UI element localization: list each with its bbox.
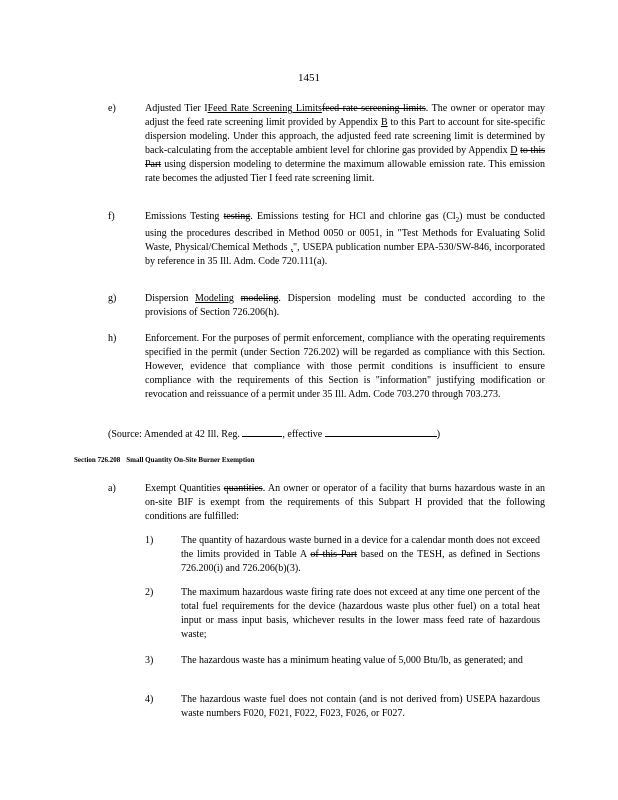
deleted-text: to this Part bbox=[145, 145, 546, 170]
paragraph-label: h) bbox=[108, 333, 117, 344]
paragraph-label: a) bbox=[108, 483, 116, 494]
subparagraph-text: The hazardous waste has a minimum heating value of 5,000 Btu/lb, as generated; and bbox=[181, 655, 523, 666]
deleted-text: of this Part bbox=[310, 549, 357, 560]
blank-line bbox=[242, 426, 282, 437]
paragraph-text: Dispersion Modeling modeling. Dispersion modeling must be conducted according to the provisions of Section 726.206(h). bbox=[145, 293, 545, 318]
blank-line bbox=[325, 426, 437, 437]
subparagraph-label: 3) bbox=[145, 655, 154, 666]
paragraph-label: e) bbox=[108, 103, 116, 114]
inserted-text: D bbox=[510, 145, 518, 156]
section-title: Small Quantity On-Site Burner Exemption bbox=[126, 456, 255, 464]
subparagraph-label: 4) bbox=[145, 694, 154, 705]
subparagraph-text: The maximum hazardous waste firing rate does not exceed at any time one percent of the total fuel requirements for the device (hazardous waste plus other fuel) on a total heat input or mass input basis, whichever results in the lower mass feed rate of hazardous waste; bbox=[181, 587, 540, 640]
paragraph-text: Enforcement. For the purposes of permit enforcement, compliance with the operating requirements specified in the permit (under Section 726.202) will be regarded as compliance with this Section. However, evidence that compliance with those permit conditions is insufficient to ensure compliance with the requirements of this Section is "information" justifying modification or revocation and reissuance of a permit under 35 Ill. Adm. Code 703.270 through 703.273. bbox=[145, 333, 545, 400]
source-note: (Source: Amended at 42 Ill. Reg. , effective ) bbox=[108, 426, 548, 442]
paragraph-text: Adjusted Tier IFeed Rate Screening Limitsfeed rate screening limits. The owner or operator may adjust the feed rate screening limit provided by Appendix B to this Part to account for site-specific dispersion modeling. Under this approach, the adjusted feed rate screening limit is determined by back-calculating from the acceptable ambient level for chlorine gas provided by Appendix D to this Part using dispersion modeling to determine the maximum allowable emission rate. This emission rate becomes the adjusted Tier I feed rate screening limit. bbox=[145, 103, 546, 184]
deleted-text: testing bbox=[223, 211, 251, 222]
paragraph-label: g) bbox=[108, 293, 117, 304]
deleted-text: modeling bbox=[240, 293, 279, 304]
section-number: Section 726.208 bbox=[74, 456, 121, 464]
inserted-text: Modeling bbox=[195, 293, 234, 304]
subparagraph-text: The quantity of hazardous waste burned in a device for a calendar month does not exceed the limits provided in Table A of this Part based on the TESH, as defined in Sections 726.200(i) and 726.206(b)(3). bbox=[181, 535, 540, 574]
section-heading bbox=[74, 456, 261, 464]
deleted-text: quantities bbox=[223, 483, 263, 494]
deleted-text: feed rate screening limits bbox=[321, 103, 426, 114]
subparagraph-label: 2) bbox=[145, 587, 154, 598]
inserted-text: B bbox=[380, 117, 388, 128]
paragraph-label: f) bbox=[108, 211, 115, 222]
inserted-text: Feed Rate Screening Limits bbox=[207, 103, 322, 114]
inserted-text: , bbox=[290, 242, 294, 253]
subparagraph-label: 1) bbox=[145, 535, 154, 546]
page-number: 1451 bbox=[298, 72, 320, 84]
subparagraph-text: The hazardous waste fuel does not contain (and is not derived from) USEPA hazardous waste numbers F020, F021, F022, F023, F026, or F027. bbox=[181, 694, 540, 719]
paragraph-text: Emissions Testing testing. Emissions testing for HCl and chlorine gas $(Cl_2)$ must be conducted using the procedures described in Method 0050 or 0051, in "Test Methods for Evaluating Solid Waste, Physical/Chemical Methods ,", USEPA publication number EPA-530/SW-846, incorporated by reference in 35 Ill. Adm. Code 720.111(a). bbox=[145, 211, 546, 267]
paragraph-text: Exempt Quantities quantities. An owner or operator of a facility that burns hazardous waste in an on-site BIF is exempt from the requirements of this Subpart H provided that the following conditions are fulfilled: bbox=[145, 483, 546, 522]
